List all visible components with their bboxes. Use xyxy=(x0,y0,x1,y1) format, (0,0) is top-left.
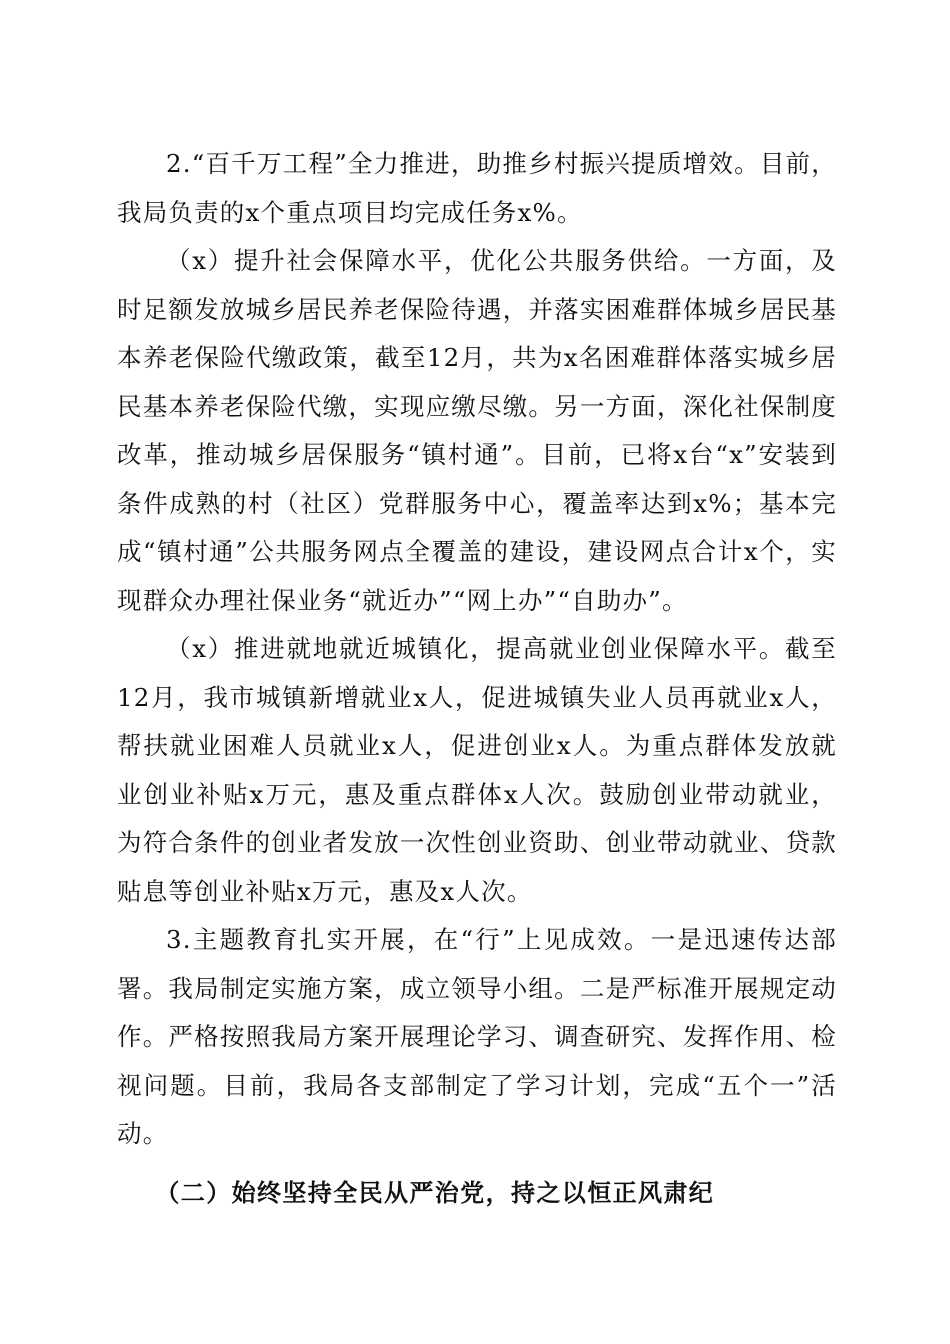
paragraph-social-security: （x）提升社会保障水平，优化公共服务供给。一方面，及时足额发放城乡居民养老保险待遇，并落实困难群体城乡居民基本养老保险代缴政策，截至12月，共为x名困难群体落实城乡居民基本养老保险代缴，实现应缴尽缴。另一方面，深化社保制度改革，推动城乡居保服务“镇村通”。目前，已将x台“x”安装到条件成熟的村（社区）党群服务中心，覆盖率达到x%；基本完成“镇村通”公共服务网点全覆盖的建设，建设网点合计x个，实现群众办理社保业务“就近办”“网上办”“自助办”。 xyxy=(117,246,837,615)
section-heading: （二）始终坚持全民从严治党，持之以恒正风肃纪 xyxy=(155,1178,715,1207)
paragraph-employment: （x）推进就地就近城镇化，提高就业创业保障水平。截至12月，我市城镇新增就业x人，促进城镇失业人员再就业x人，帮扶就业困难人员就业x人，促进创业x人。为重点群体发放就业创业补贴x万元，惠及重点群体x人次。鼓励创业带动就业，为符合条件的创业者发放一次性创业资助、创业带动就业、贷款贴息等创业补贴x万元，惠及x人次。 xyxy=(117,634,837,906)
paragraph-theme-education: 3.主题教育扎实开展，在“行”上见成效。一是迅速传达部署。我局制定实施方案，成立领导小组。二是严标准开展规定动作。严格按照我局方案开展理论学习、调查研究、发挥作用、检视问题。目前，我局各支部制定了学习计划，完成“五个一”活动。 xyxy=(117,925,837,1148)
document-body xyxy=(117,140,837,1217)
paragraph-rural-revitalization: 2.“百千万工程”全力推进，助推乡村振兴提质增效。目前，我局负责的x个重点项目均完成任务x%。 xyxy=(117,149,837,227)
